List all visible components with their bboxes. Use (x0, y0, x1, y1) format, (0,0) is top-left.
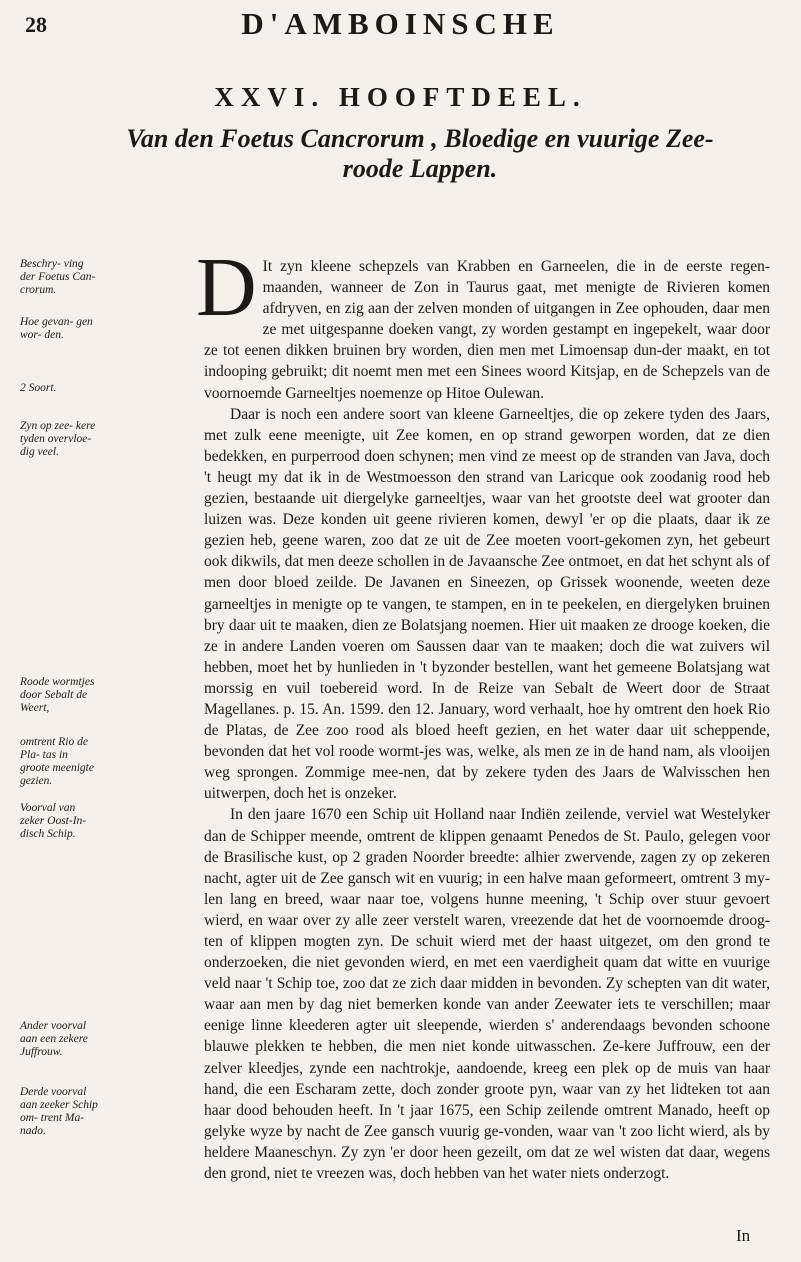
page-number: 28 (25, 12, 47, 37)
body-text (196, 241, 770, 1184)
paragraph: In den jaare 1670 een Schip uit Holland naar Indiën zeilende, verviel wat Westelyker dan de Schipper meende, omtrent de klippen genaamt Penedos de St. Paulo, gelegen voor de Brasilische kust, op 2 graden Noorder breedte: alhier zwervende, zagen zy op zekeren nacht, agter uit de Zee gansch wit en vuurig; in een halve maan geformeert, omtrent 3 my-len lang en breed, waar naar toe, volgens hunne meening, 't Schip over stuur gevoert wierd, en waar over zy alle zeer verstelt waren, vreezende dat het de voornoemde droog-ten of klippen mogten zyn. De schuit wierd met der haast uitgezet, om den grond te onderzoeken, die niet gevonden wierd, en met een vaerdigheit quam dat witte en vuurige veld naar 't Schip toe, zoo dat ze zich daar midden in bevonden. Zy schepten van dit water, waar aan men by dag niet bemerken konde van ander Zeewater iets te verschillen; maar eenige linne kleederen agter uit sleepende, wierden s' anderendaags bevonden schoone blauwe plekken te hebben, die men niet konde uitwasschen. Ze-kere Juffrouw, een der zelver kleedjes, zynde een nachtrokje, aandoende, kreeg een plek op de muis van haar hand, die een Escharam zette, doch zonder groote pyn, waar van zy het lidteken tot aan haar dood behouden heeft. In 't jaar 1675, een Schip zeilende omtrent Manado, heeft op gelyke wyze by nacht de Zee gansch vuurig ge-vonden, waar van 't zoo licht wierd, als by heldere Maaneschyn. Zy zyn 'er door heen gezeilt, om dat ze wel wisten dat daar, wegens den grond, niet te vreezen was, doch hebben van het water niets onderzogt. (204, 806, 770, 1183)
chapter-title-line-2: roode Lappen. (342, 154, 498, 183)
chapter-title (90, 124, 750, 184)
margin-note: Ander voorval aan een zekere Juffrouw. (20, 1020, 88, 1058)
drop-cap: D (196, 241, 257, 334)
margin-note: omtrent Rio de Pla- tas in groote meenigte gezien. (20, 736, 94, 787)
margin-note: Zyn op zee- kere tyden overvloe- dig veel. (20, 420, 96, 458)
margin-note: Roode wormtjes door Sebalt de Weert, (20, 676, 95, 714)
margin-note: Derde voorval aan zeeker Schip om- trent Ma- nado. (20, 1086, 98, 1137)
chapter-heading: XXVI. HOOFTDEEL. (214, 82, 587, 112)
paragraph: Daar is noch een andere soort van kleene Garneeltjes, die op zekere tyden des Jaars, met zulk eene meenigte, uit Zee komen, en op strand geworpen worden, dat ze dien bedekken, en purperrood doen schynen; men vind ze meest op de stranden van Java, doch 't heugt my dat ik in de Westmoesson den strand van Laricque ook zoodanig rood heb gezien, bestaande uit diergelyke garneeltjes, waar van het grootste deel wat grooter dan luizen was. Deze konden uit geene rivieren komen, dewyl 'er op die plaats, daar ik ze gezien heb, geene waren, zoo dat ze uit de Zee moeten voort-gekomen zyn, het gebeurt ook dikwils, dat men deeze schollen in de Javaansche Zee ontmoet, en dat het schynt als of men door bloed zeilde. De Javanen en Sineezen, op Grissek woonende, weeten deze garneeltjes in menigte op te vangen, te stampen, en in te peekelen, en diergelyken bruinen bry daar uit te maaken, dien ze Bolatsjang noemen. Hier uit maaken ze drooge koeken, die ze in andere Landen voeren om Saussen daar van te maaken; doch die wat zuivers wil hebben, moet het by hunlieden in 't byzonder bestellen, want het gemeene Bolatsjang wat morssig en vuil toebereid word. In de Reize van Sebalt de Weert door de Straat Magellanes. p. 15. An. 1599. den 12. January, word verhaalt, hoe hy omtrent den hoek Rio de Platas, de Zee zoo rood als bloed heeft gezien, en het water daar uit scheppende, bevonden dat het vol roode wormt-jes was, welke, als men ze in de hand nam, als vlooijen weg sprongen. Zommige mee-nen, dat by zekere tyden des Jaars de Walvisschen hen uitwerpen, doch het is onzeker. (204, 405, 770, 803)
margin-note: 2 Soort. (20, 382, 57, 394)
margin-note: Beschry- ving der Foetus Can- crorum. (20, 258, 96, 296)
paragraph (196, 241, 770, 404)
margin-note: Voorval van zeker Oost-In- disch Schip. (20, 802, 87, 840)
paragraph-text: It zyn kleene schepzels van Krabben en Garneelen, die in de eerste regen-maanden, wanneer de Zon in Taurus gaat, met menigte de Rivieren komen afdryven, en zig aan der zelven monden of uitgangen in Zee ophouden, daar men ze met uitgespanne doeken vangt, zy worden gestampt en ingepekelt, waar door ze tot eenen dikken bruinen bry worden, dien men met Limoensap dun-der maakt, en tot indooping gebruikt; dit noemt men met een Sinees woord Kitsjap, en de Schepzels van de voornoemde Garneeltjes noemenze op Hitoe Oulewan. (204, 258, 770, 402)
running-title: D'AMBOINSCHE (241, 6, 560, 41)
catchword: In (736, 1226, 751, 1245)
chapter-title-line-1: Van den Foetus Cancrorum , Bloedige en vuurige Zee- (126, 124, 714, 153)
margin-note: Hoe gevan- gen wor- den. (20, 316, 93, 341)
